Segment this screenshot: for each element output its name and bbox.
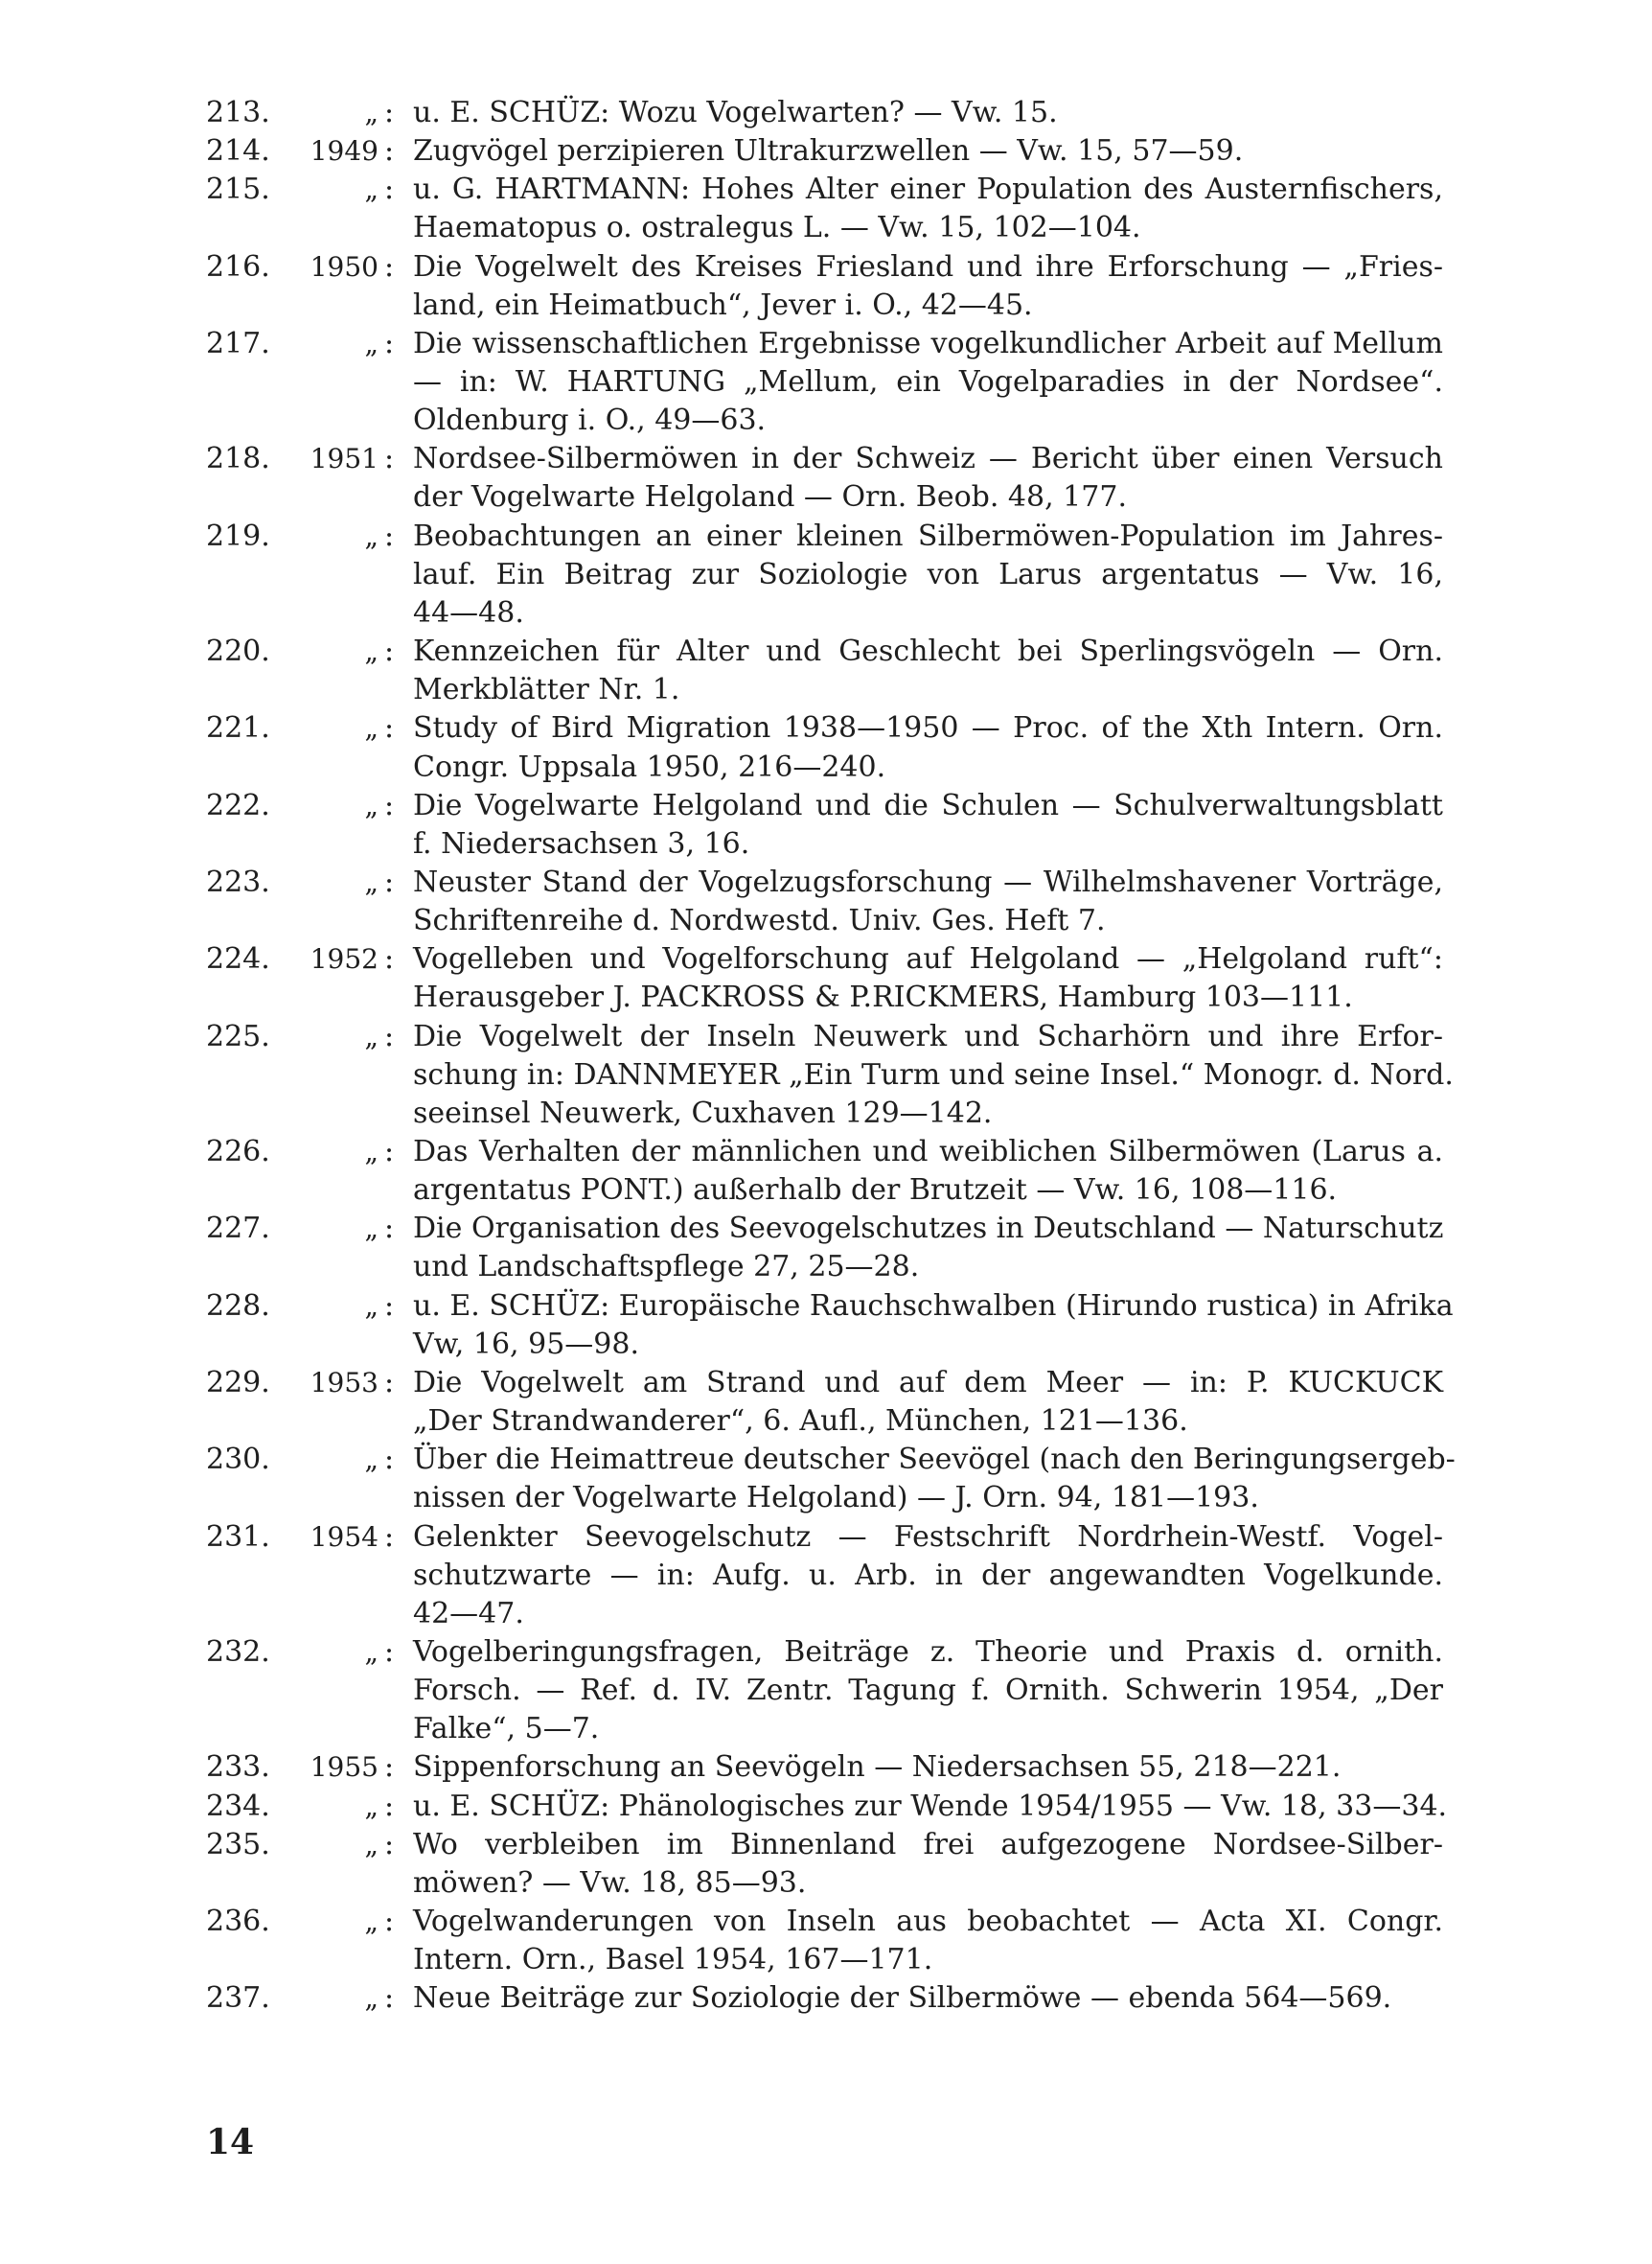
entry-separator: : — [383, 1019, 395, 1053]
entry-year: „ — [364, 327, 379, 359]
entry-number: 218. — [206, 442, 270, 476]
entry-separator: : — [383, 1288, 395, 1323]
entry-year: „ — [364, 1136, 379, 1168]
entry-year: „ — [364, 1020, 379, 1052]
entry-separator: : — [383, 1635, 395, 1669]
entry-text-line: Vogelleben und Vogelforschung auf Helgoland — „Helgoland ruft“: — [413, 942, 1443, 977]
entry-number: 221. — [206, 711, 270, 746]
entry-text-line: Falke“, 5—7. — [413, 1712, 600, 1746]
entry-text-line: der Vogelwarte Helgoland — Orn. Beob. 48, 177. — [413, 480, 1127, 515]
entry-text-line: Beobachtungen an einer kleinen Silbermöwen-Population im Jahres- — [413, 519, 1443, 553]
page-number: 14 — [206, 2122, 255, 2162]
entry-separator: : — [383, 1905, 395, 1939]
entry-text-line: Forsch. — Ref. d. IV. Zentr. Tagung f. Ornith. Schwerin 1954, „Der — [413, 1674, 1443, 1708]
entry-year: 1953 — [310, 1366, 379, 1398]
entry-text-line: Vw, 16, 95—98. — [413, 1327, 639, 1361]
entry-separator: : — [383, 1135, 395, 1169]
entry-text-line: möwen? — Vw. 18, 85—93. — [413, 1865, 807, 1900]
entry-number: 228. — [206, 1288, 270, 1323]
entry-year: „ — [364, 1790, 379, 1822]
entry-number: 217. — [206, 326, 270, 360]
entry-separator: : — [383, 1827, 395, 1861]
entry-text-line: f. Niedersachsen 3, 16. — [413, 826, 750, 861]
entry-separator: : — [383, 1789, 395, 1823]
entry-number: 213. — [206, 96, 270, 129]
entry-text-line: Sippenforschung an Seevögeln — Niedersachsen 55, 218—221. — [413, 1750, 1342, 1785]
entry-separator: : — [383, 1519, 395, 1554]
entry-separator: : — [383, 96, 395, 129]
entry-text-line: Wo verbleiben im Binnenland frei aufgezogene Nordsee-Silber- — [413, 1827, 1443, 1861]
entry-year: „ — [364, 1636, 379, 1668]
entry-number: 222. — [206, 788, 270, 822]
entry-text-line: seeinsel Neuwerk, Cuxhaven 129—142. — [413, 1096, 993, 1130]
entry-text-line: schutzwarte — in: Aufg. u. Arb. in der angewandten Vogelkunde. — [413, 1558, 1443, 1592]
entry-number: 229. — [206, 1365, 270, 1399]
entry-number: 231. — [206, 1519, 270, 1554]
entry-number: 234. — [206, 1789, 270, 1823]
entry-text-line: u. E. SCHÜZ: Wozu Vogelwarten? — Vw. 15. — [413, 96, 1058, 129]
entry-text-line: Study of Bird Migration 1938—1950 — Proc. of the Xth Intern. Orn. — [413, 711, 1443, 746]
entry-number: 220. — [206, 635, 270, 669]
entry-separator: : — [383, 788, 395, 822]
entry-text-line: 42—47. — [413, 1596, 524, 1630]
entry-text-line: Zugvögel perzipieren Ultrakurzwellen — Vw. 15, 57—59. — [413, 134, 1244, 169]
entry-text-line: Die Vogelwarte Helgoland und die Schulen — Schulverwaltungsblatt — [413, 788, 1443, 822]
entry-separator: : — [383, 1981, 395, 2016]
entry-year: „ — [364, 1828, 379, 1860]
entry-number: 236. — [206, 1905, 270, 1939]
entry-text-line: nissen der Vogelwarte Helgoland) — J. Orn. 94, 181—193. — [413, 1481, 1259, 1515]
entry-year: „ — [364, 1213, 379, 1245]
entry-year: „ — [364, 97, 379, 128]
entry-separator: : — [383, 635, 395, 669]
entry-number: 219. — [206, 519, 270, 553]
entry-text-line: und Landschaftspflege 27, 25—28. — [413, 1250, 920, 1284]
entry-year: „ — [364, 712, 379, 745]
entry-number: 226. — [206, 1135, 270, 1169]
entry-year: „ — [364, 173, 379, 206]
entry-separator: : — [383, 326, 395, 360]
entry-text-line: Herausgeber J. PACKROSS & P.RICKMERS, Hamburg 103—111. — [413, 981, 1353, 1015]
entry-year: „ — [364, 1906, 379, 1938]
entry-separator: : — [383, 942, 395, 977]
entry-text-line: Das Verhalten der männlichen und weiblichen Silbermöwen (Larus a. — [413, 1135, 1443, 1169]
entry-text-line: Die Vogelwelt des Kreises Friesland und ihre Erforschung — „Fries- — [413, 249, 1443, 284]
entry-text-line: u. G. HARTMANN: Hohes Alter einer Population des Austernfischers, — [413, 173, 1443, 207]
entry-year: 1951 — [310, 443, 379, 475]
entry-text-line: Merkblätter Nr. 1. — [413, 673, 680, 707]
entry-text-line: Haematopus o. ostralegus L. — Vw. 15, 102—104. — [413, 211, 1141, 245]
entry-text-line: Kennzeichen für Alter und Geschlecht bei Sperlingsvögeln — Orn. — [413, 635, 1443, 669]
entry-number: 223. — [206, 866, 270, 899]
entry-number: 230. — [206, 1443, 270, 1477]
entry-separator: : — [383, 1443, 395, 1477]
entry-text-line: Congr. Uppsala 1950, 216—240. — [413, 750, 886, 784]
entry-separator: : — [383, 1212, 395, 1246]
entry-text-line: Oldenburg i. O., 49—63. — [413, 404, 767, 438]
entry-number: 232. — [206, 1635, 270, 1669]
entry-text-line: u. E. SCHÜZ: Europäische Rauchschwalben (Hirundo rustica) in Afrika — [413, 1288, 1454, 1323]
entry-year: „ — [364, 635, 379, 668]
entry-number: 225. — [206, 1019, 270, 1053]
entry-text-line: Neue Beiträge zur Soziologie der Silbermöwe — ebenda 564—569. — [413, 1981, 1392, 2016]
entry-text-line: Nordsee-Silbermöwen in der Schweiz — Bericht über einen Versuch — [413, 442, 1443, 476]
entry-text-line: Über die Heimattreue deutscher Seevögel (nach den Beringungsergeb- — [413, 1443, 1456, 1477]
entry-year: 1955 — [310, 1751, 379, 1784]
entry-text-line: Die Organisation des Seevogelschutzes in Deutschland — Naturschutz — [413, 1212, 1444, 1246]
entry-text-line: lauf. Ein Beitrag zur Soziologie von Larus argentatus — Vw. 16, — [413, 557, 1443, 591]
entry-separator: : — [383, 249, 395, 284]
entry-year: „ — [364, 789, 379, 821]
entry-number: 215. — [206, 173, 270, 207]
entry-year: „ — [364, 1289, 379, 1322]
entry-text-line: land, ein Heimatbuch“, Jever i. O., 42—45. — [413, 288, 1033, 322]
entry-year: „ — [364, 1444, 379, 1476]
entry-separator: : — [383, 442, 395, 476]
entry-separator: : — [383, 134, 395, 169]
entry-text-line: Vogelwanderungen von Inseln aus beobachtet — Acta XI. Congr. — [413, 1905, 1443, 1939]
entry-separator: : — [383, 866, 395, 899]
entry-year: „ — [364, 866, 379, 898]
entry-number: 214. — [206, 134, 270, 169]
entry-year: 1950 — [310, 250, 379, 283]
entry-separator: : — [383, 519, 395, 553]
entry-separator: : — [383, 1365, 395, 1399]
entry-number: 227. — [206, 1212, 270, 1246]
entry-year: 1954 — [310, 1520, 379, 1553]
entry-text-line: — in: W. HARTUNG „Mellum, ein Vogelparadies in der Nordsee“. — [413, 365, 1443, 400]
entry-year: „ — [364, 520, 379, 552]
entry-number: 224. — [206, 942, 270, 977]
entry-text-line: Vogelberingungsfragen, Beiträge z. Theorie und Praxis d. ornith. — [413, 1635, 1443, 1669]
entry-year: „ — [364, 1982, 379, 2015]
entry-text-line: Intern. Orn., Basel 1954, 167—171. — [413, 1943, 933, 1977]
entry-text-line: Die wissenschaftlichen Ergebnisse vogelkundlicher Arbeit auf Mellum — [413, 326, 1443, 360]
entry-text-line: Neuster Stand der Vogelzugsforschung — Wilhelmshavener Vorträge, — [413, 866, 1443, 899]
entry-number: 233. — [206, 1750, 270, 1785]
entry-text-line: 44—48. — [413, 595, 524, 630]
entry-year: 1949 — [310, 135, 379, 168]
entry-number: 237. — [206, 1981, 270, 2016]
entry-text-line: Schriftenreihe d. Nordwestd. Univ. Ges. Heft 7. — [413, 904, 1106, 938]
entry-text-line: argentatus PONT.) außerhalb der Brutzeit — Vw. 16, 108—116. — [413, 1173, 1338, 1208]
entry-text-line: Die Vogelwelt am Strand und auf dem Meer — in: P. KUCKUCK — [413, 1365, 1443, 1399]
entry-text-line: „Der Strandwanderer“, 6. Aufl., München, 121—136. — [413, 1404, 1188, 1439]
entry-separator: : — [383, 173, 395, 207]
entry-number: 216. — [206, 249, 270, 284]
entry-text-line: Gelenkter Seevogelschutz — Festschrift Nordrhein-Westf. Vogel- — [413, 1519, 1443, 1554]
entry-text-line: schung in: DANNMEYER „Ein Turm und seine Insel.“ Monogr. d. Nord. — [413, 1057, 1454, 1092]
entry-text-line: Die Vogelwelt der Inseln Neuwerk und Scharhörn und ihre Erfor- — [413, 1019, 1443, 1053]
entry-text-line: u. E. SCHÜZ: Phänologisches zur Wende 1954/1955 — Vw. 18, 33—34. — [413, 1789, 1448, 1823]
entry-year: 1952 — [310, 943, 379, 976]
entry-separator: : — [383, 1750, 395, 1785]
entry-number: 235. — [206, 1827, 270, 1861]
entry-separator: : — [383, 711, 395, 746]
